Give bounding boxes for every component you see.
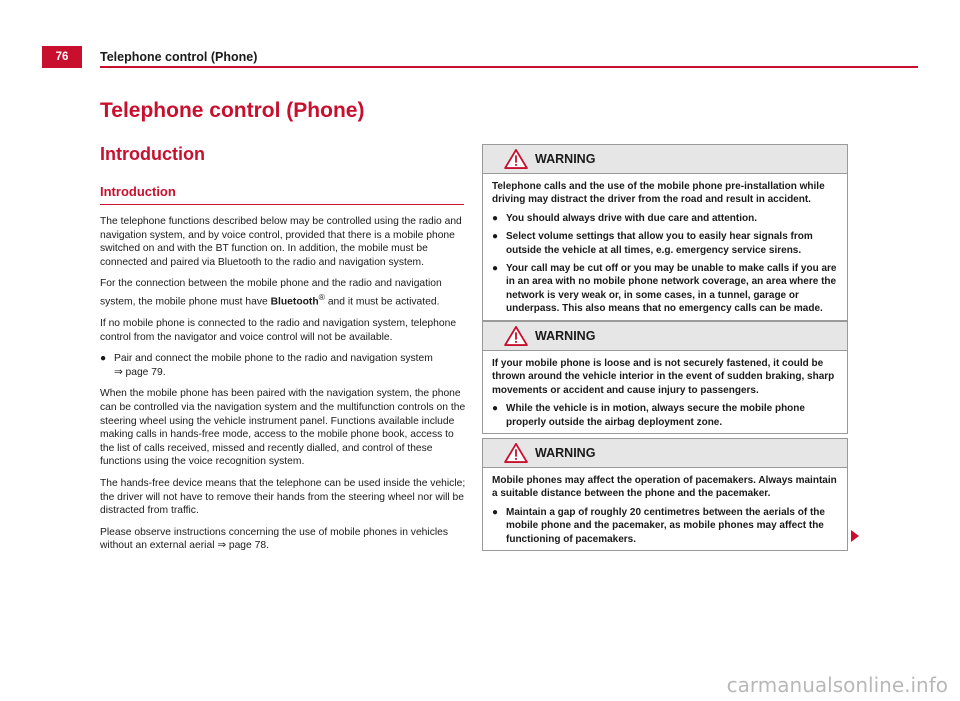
list-item bbox=[492, 262, 840, 316]
paragraph-bluetooth bbox=[100, 277, 466, 309]
list-item bbox=[492, 230, 840, 257]
bullet-dot: ● bbox=[492, 231, 499, 243]
warning-header bbox=[483, 145, 847, 174]
warning-label: WARNING bbox=[535, 446, 596, 460]
paragraph-intro: The telephone functions described below may be controlled using the radio and navigation system, and by voice control, provided that there is a mobile phone switched on and with the BT function on. In addition, the mobile must be connected and paired via Bluetooth to the radio and navigation system. bbox=[100, 216, 462, 268]
warning-body bbox=[483, 351, 847, 433]
subsection-title: Introduction bbox=[100, 184, 176, 199]
warning-box-3 bbox=[482, 438, 848, 551]
aerial-text: Please observe instructions concerning the use of mobile phones in vehicles without an external aerial bbox=[100, 526, 449, 552]
warning-triangle-icon bbox=[503, 326, 529, 346]
warning-label: WARNING bbox=[535, 152, 596, 166]
list-item bbox=[492, 212, 840, 225]
list-item bbox=[492, 402, 840, 429]
warning-body bbox=[483, 468, 847, 550]
subsection-rule bbox=[100, 204, 464, 205]
warning-intro: Telephone calls and the use of the mobile phone pre-installation while driving may distract the driver from the road and result in accident. bbox=[492, 181, 825, 206]
paragraph-no-phone: If no mobile phone is connected to the radio and navigation system, telephone control from the navigator and voice control will not be available. bbox=[100, 317, 457, 343]
paragraph-paired: When the mobile phone has been paired with the navigation system, the phone can be controlled via the navigation system and the multifunction controls on the steering wheel using the vehicle instrument panel. Functions available include making calls in hands-free mode, access to the mobile phone book, access to the list of calls received, missed and recently dialled, and control of these functions using the voice recognition system. bbox=[100, 388, 466, 468]
bullet-text: Maintain a gap of roughly 20 centimetres between the aerials of the mobile phone and the pacemaker, as mobile phones may affect the functioning of pacemakers. bbox=[506, 506, 825, 545]
warning-intro: If your mobile phone is loose and is not securely fastened, it could be thrown around the vehicle interior in the event of sudden braking, sharp movements or accident and cause injury to passengers. bbox=[492, 358, 835, 396]
header-rule bbox=[100, 66, 918, 68]
page-number: 76 bbox=[42, 46, 82, 68]
bullet-text: You should always drive with due care and attention. bbox=[506, 212, 757, 224]
bullet-dot: ● bbox=[492, 506, 499, 518]
chapter-title: Telephone control (Phone) bbox=[100, 99, 365, 122]
bullet-pair-text: Pair and connect the mobile phone to the radio and navigation system bbox=[114, 353, 433, 365]
bullet-dot: ● bbox=[492, 212, 499, 224]
warning-header bbox=[483, 322, 847, 351]
bullet-dot: ● bbox=[100, 353, 107, 365]
page-link-78[interactable]: ⇒ page 78. bbox=[217, 540, 269, 552]
bullet-text bbox=[114, 352, 433, 379]
paragraph-hands-free: The hands-free device means that the telephone can be used inside the vehicle; the driver will not have to remove their hands from the steering wheel nor will be distracted from traffic. bbox=[100, 477, 466, 517]
warning-triangle-icon bbox=[503, 149, 529, 169]
list-item bbox=[100, 352, 466, 379]
section-title: Introduction bbox=[100, 144, 205, 164]
list-item bbox=[492, 506, 840, 546]
warning-triangle-icon bbox=[503, 443, 529, 463]
bullet-text: Your call may be cut off or you may be unable to make calls if you are in an area with no mobile phone network coverage, an area where the network is very weak or, in some cases, in a tunnel, garage or underpass. This also means that no emergency calls can be made. bbox=[506, 263, 837, 315]
bullet-text: While the vehicle is in motion, always secure the mobile phone properly outside the airbag deployment zone. bbox=[506, 403, 805, 428]
warning-body bbox=[483, 174, 847, 320]
warning-label: WARNING bbox=[535, 329, 596, 343]
registered-mark: ® bbox=[318, 291, 325, 302]
bluetooth-text-after: and it must be activated. bbox=[327, 296, 440, 308]
bullet-dot: ● bbox=[492, 403, 499, 415]
page-link-79[interactable]: ⇒ page 79. bbox=[114, 366, 166, 378]
paragraph-aerial bbox=[100, 526, 466, 553]
warning-box-1 bbox=[482, 144, 848, 321]
warning-intro: Mobile phones may affect the operation of pacemakers. Always maintain a suitable distance between the phone and the pacemaker. bbox=[492, 475, 837, 500]
bullet-dot: ● bbox=[492, 263, 499, 275]
bluetooth-text-before: For the connection between the mobile phone and the radio and navigation system, the mobile phone must have bbox=[100, 278, 442, 308]
warning-box-2 bbox=[482, 321, 848, 434]
bullet-text: Select volume settings that allow you to easily hear signals from outside the vehicle at all times, e.g. emergency service sirens. bbox=[506, 231, 813, 256]
running-header-title: Telephone control (Phone) bbox=[100, 50, 258, 64]
bluetooth-term: Bluetooth bbox=[270, 296, 319, 308]
body-text-column bbox=[100, 215, 466, 561]
warning-header bbox=[483, 439, 847, 468]
watermark: carmanualsonline.info bbox=[726, 673, 948, 697]
continue-arrow-icon bbox=[851, 530, 859, 542]
